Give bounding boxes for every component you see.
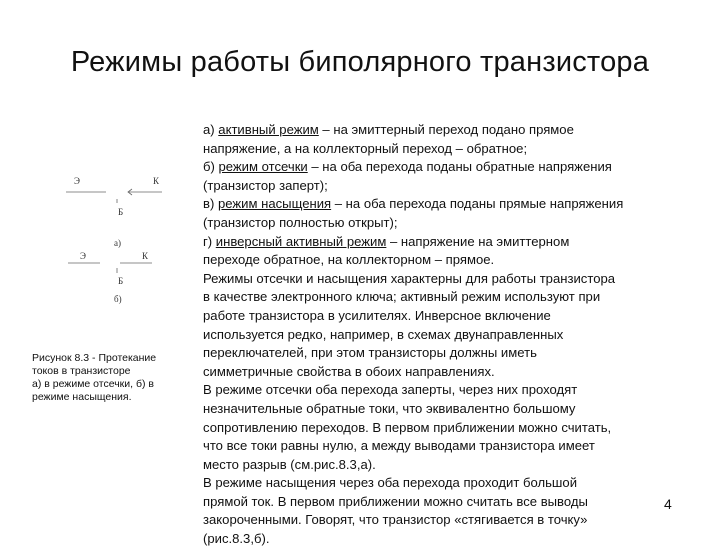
body-line: что все токи равны нулю, а между выводами транзистора имеет	[203, 438, 595, 454]
list-marker: в)	[203, 196, 218, 212]
body-text-span: – на эмиттерный переход подано прямое	[318, 122, 574, 137]
fig-top-base-label: Б	[118, 207, 124, 217]
fig-top-collector-label: К	[153, 176, 160, 186]
body-line: используется редко, например, в схемах двунаправленных	[203, 326, 564, 342]
caption-line: а) в режиме отсечки, б) в	[32, 378, 154, 390]
fig-bottom-collector-label: К	[142, 251, 149, 261]
list-marker: г)	[203, 233, 216, 249]
body-line: (транзистор заперт);	[203, 177, 328, 193]
body-line: работе транзистора в усилителях. Инверсное включение	[203, 307, 551, 323]
body-line: незначительные обратные токи, что эквивалентно большому	[203, 400, 576, 416]
list-marker: б)	[203, 159, 219, 175]
body-line	[203, 158, 653, 177]
body-line: В режиме насыщения через оба перехода проходит большой	[203, 475, 578, 491]
body-line: переходе обратное, на коллекторном – прямое.	[203, 252, 495, 268]
body-line	[203, 121, 653, 140]
body-line: закороченными. Говорят, что транзистор «стягивается в точку»	[203, 512, 588, 528]
body-line: переключателей, при этом транзисторы должны иметь	[203, 345, 537, 361]
body-text-span: – на оба перехода поданы обратные напряжения	[307, 159, 612, 175]
slide-title: Режимы работы биполярного транзистора	[70, 46, 650, 78]
term-saturation-mode: режим насыщения	[217, 196, 332, 212]
body-line	[203, 195, 653, 214]
body-line: сопротивлению переходов. В первом приближении можно считать,	[203, 419, 612, 435]
body-line: (рис.8.3,б).	[203, 531, 270, 547]
list-marker: а)	[203, 122, 219, 137]
figure-caption	[32, 352, 182, 404]
body-line: прямой ток. В первом приближении можно считать все выводы	[203, 493, 588, 509]
caption-line: режиме насыщения.	[32, 391, 132, 403]
body-line: (транзистор полностью открыт);	[203, 214, 398, 230]
term-inverse-active-mode: инверсный активный режим	[215, 233, 387, 249]
transistor-current-diagram	[60, 170, 190, 320]
body-text-span: – на оба перехода поданы прямые напряжения	[331, 196, 624, 212]
figure-8-3	[60, 170, 190, 320]
fig-bottom-emitter-label: Э	[80, 251, 86, 261]
body-line: В режиме отсечки оба перехода заперты, через них проходят	[203, 382, 578, 398]
page-number: 4	[664, 496, 672, 512]
term-cutoff-mode: режим отсечки	[218, 159, 308, 175]
body-text	[203, 121, 653, 549]
body-line: Режимы отсечки и насыщения характерны для работы транзистора	[203, 270, 616, 286]
fig-label-a: а)	[114, 238, 121, 248]
fig-top-emitter-label: Э	[74, 176, 80, 186]
fig-bottom-base-label: Б	[118, 276, 124, 286]
caption-line: Рисунок 8.3 - Протекание	[32, 352, 157, 364]
body-line: место разрыв (см.рис.8.3,а).	[203, 456, 376, 472]
caption-line: токов в транзисторе	[32, 365, 131, 377]
body-line	[203, 233, 653, 252]
body-line: симметричные свойства в обоих направлениях.	[203, 363, 495, 379]
body-line: в качестве электронного ключа; активный режим используют при	[203, 289, 601, 305]
body-line: напряжение, а на коллекторный переход – обратное;	[203, 140, 528, 156]
body-text-span: – напряжение на эмиттерном	[386, 233, 570, 249]
fig-label-b: б)	[114, 294, 122, 304]
term-active-mode: активный режим	[218, 122, 319, 137]
